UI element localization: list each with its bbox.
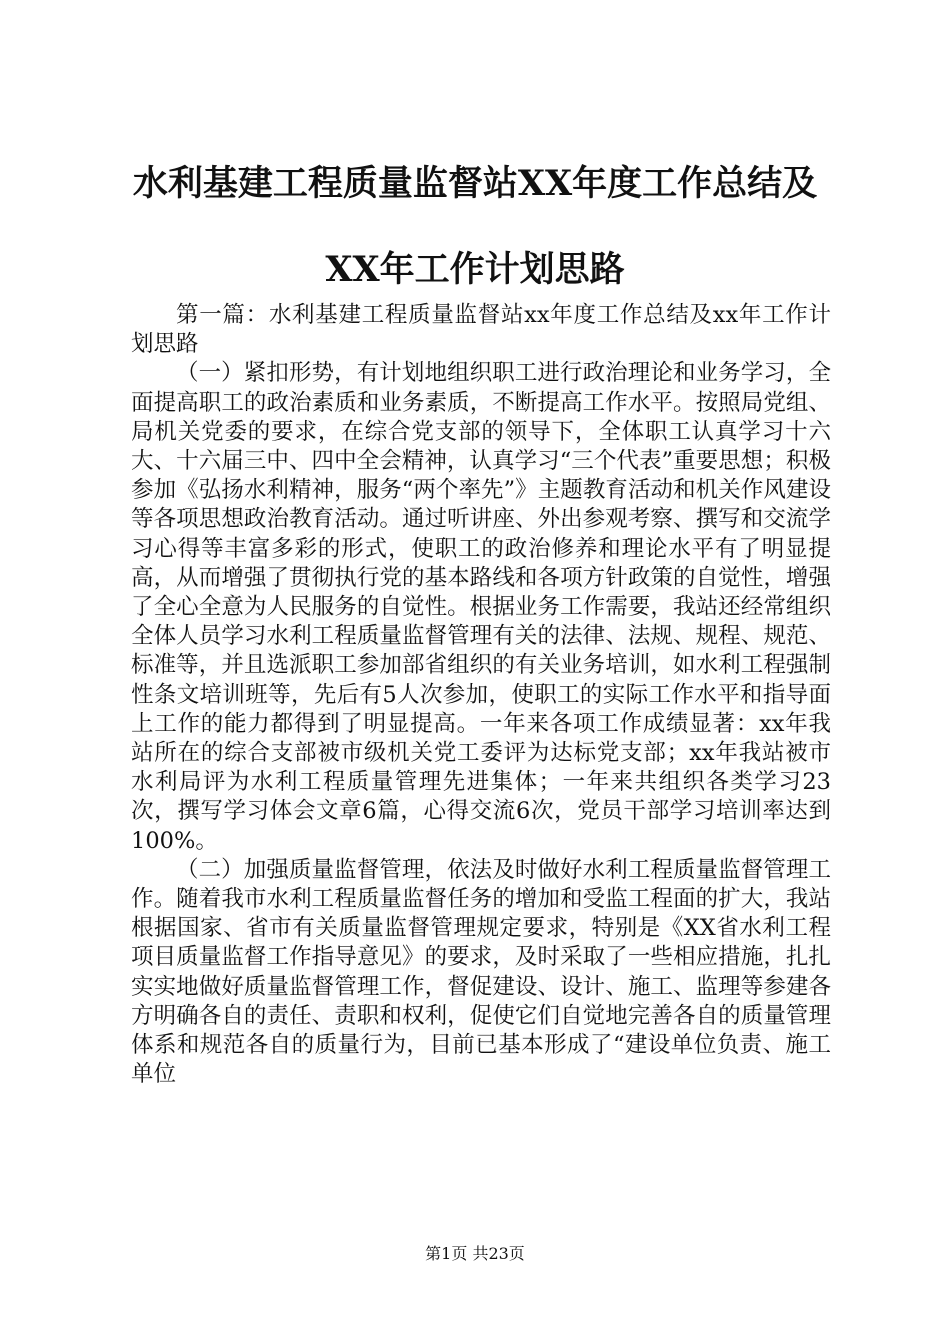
document-title-line-1: 水利基建工程质量监督站XX年度工作总结及 <box>132 163 818 204</box>
page-footer: 第1页 共23页 <box>425 1244 525 1263</box>
paragraph-section-2: （二）加强质量监督管理，依法及时做好水利工程质量监督管理工作。随着我市水利工程质量监督任务的增加和受监工程面的扩大，我站根据国家、省市有关质量监督管理规定要求，特别是《XX省水利工程项目质量监督工作指导意见》的要求，及时采取了一些相应措施，扎扎实实地做好质量监督管理工作，督促建设、设计、施工、监理等参建各方明确各自的责任、责职和权利，促使它们自觉地完善各自的质量管理体系和规范各自的质量行为，目前已基本形成了“建设单位负责、施工单位 <box>131 856 831 1088</box>
paragraph-section-1: （一）紧扣形势，有计划地组织职工进行政治理论和业务学习，全面提高职工的政治素质和业务素质，不断提高工作水平。按照局党组、局机关党委的要求，在综合党支部的领导下，全体职工认真学习十六大、十六届三中、四中全会精神，认真学习“三个代表”重要思想；积极参加《弘扬水利精神，服务“两个率先”》主题教育活动和机关作风建设等各项思想政治教育活动。通过听讲座、外出参观考察、撰写和交流学习心得等丰富多彩的形式，使职工的政治修养和理论水平有了明显提高，从而增强了贯彻执行党的基本路线和各项方针政策的自觉性，增强了全心全意为人民服务的自觉性。根据业务工作需要，我站还经常组织全体人员学习水利工程质量监督管理有关的法律、法规、规程、规范、标准等，并且选派职工参加部省组织的有关业务培训，如水利工程强制性条文培训班等，先后有5人次参加，使职工的实际工作水平和指导面上工作的能力都得到了明显提高。一年来各项工作成绩显著：xx年我站所在的综合支部被市级机关党工委评为达标党支部；xx年我站被市水利局评为水利工程质量管理先进集体；一年来共组织各类学习23次，撰写学习体会文章6篇，心得交流6次，党员干部学习培训率达到100%。 <box>131 360 831 854</box>
document-body <box>131 301 831 1089</box>
paragraph-heading: 第一篇：水利基建工程质量监督站xx年度工作总结及xx年工作计划思路 <box>131 302 831 358</box>
document-title-line-2: XX年工作计划思路 <box>325 249 625 290</box>
